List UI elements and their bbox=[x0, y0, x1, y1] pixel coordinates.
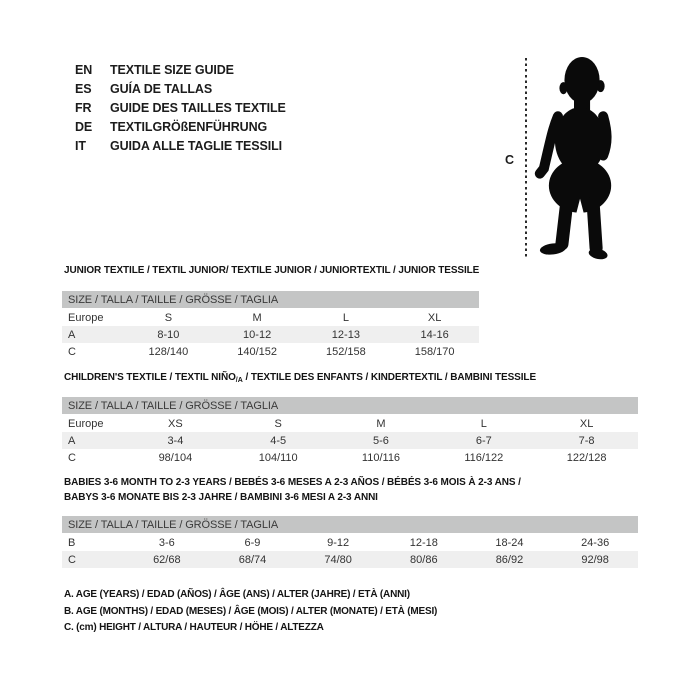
size-value-cell: XS bbox=[168, 417, 183, 430]
babies-title-line1: BABIES 3-6 MONTH TO 2-3 YEARS / BEBÉS 3-6 MESES A 2-3 AÑOS / BÉBÉS 3-6 MOIS À 2-3 ANS / bbox=[64, 477, 521, 488]
size-value-cell: 9-12 bbox=[327, 536, 350, 549]
table-row bbox=[62, 449, 638, 466]
language-item bbox=[75, 99, 286, 118]
size-value-cell: 5-6 bbox=[373, 434, 389, 447]
junior-table-title: JUNIOR TEXTILE / TEXTIL JUNIOR/ TEXTILE JUNIOR / JUNIORTEXTIL / JUNIOR TESSILE bbox=[64, 265, 480, 276]
row-label: C bbox=[68, 451, 76, 464]
language-label: GUIDE DES TAILLES TEXTILE bbox=[110, 101, 286, 115]
language-code: DE bbox=[75, 120, 93, 134]
size-value-cell: 10-12 bbox=[243, 328, 272, 341]
size-header-band: SIZE / TALLA / TAILLE / GRÖSSE / TAGLIA bbox=[62, 516, 638, 534]
language-item bbox=[75, 118, 286, 137]
size-value-cell: 3-4 bbox=[167, 434, 184, 447]
row-label: A bbox=[68, 328, 76, 341]
size-value-cell: 116/122 bbox=[464, 451, 504, 464]
language-label: GUÍA DE TALLAS bbox=[110, 82, 213, 96]
size-value-cell: M bbox=[376, 417, 386, 430]
size-value-cell: 74/80 bbox=[324, 553, 352, 566]
table-row bbox=[62, 432, 638, 449]
language-item bbox=[75, 80, 286, 99]
size-value-cell: 104/110 bbox=[258, 451, 298, 464]
children-title-suffix: / TEXTILE DES ENFANTS / KINDERTEXTIL / BAMBINI TESSILE bbox=[242, 372, 537, 383]
children-table-title bbox=[64, 372, 536, 384]
table-row bbox=[62, 343, 479, 360]
size-value-cell: 110/116 bbox=[361, 451, 401, 464]
babies-table-title bbox=[64, 475, 521, 505]
size-value-cell: 18-24 bbox=[495, 536, 524, 549]
row-label: C bbox=[68, 345, 76, 358]
size-value-cell: 98/104 bbox=[158, 451, 193, 464]
size-value-cell: 3-6 bbox=[158, 536, 175, 549]
language-list bbox=[75, 61, 286, 156]
size-value-cell: 68/74 bbox=[238, 553, 267, 566]
legend-line-age-years: A. AGE (YEARS) / EDAD (AÑOS) / ÂGE (ANS) / ALTER (JAHRE) / ETÀ (ANNI) bbox=[64, 589, 410, 600]
row-label: Europe bbox=[68, 417, 104, 430]
size-value-cell: M bbox=[252, 311, 262, 324]
children-size-table bbox=[62, 397, 638, 466]
size-value-cell: S bbox=[164, 311, 173, 324]
table-row bbox=[62, 326, 479, 343]
table-row bbox=[62, 551, 638, 568]
table-row bbox=[62, 415, 638, 433]
language-label: TEXTILE SIZE GUIDE bbox=[110, 63, 234, 77]
row-label: C bbox=[68, 553, 76, 566]
size-value-cell: 12-18 bbox=[409, 536, 438, 549]
table-header-row bbox=[62, 397, 638, 415]
row-label: A bbox=[68, 434, 76, 447]
language-code: FR bbox=[75, 101, 92, 115]
size-value-cell: L bbox=[342, 311, 349, 324]
size-value-cell: 92/98 bbox=[581, 553, 609, 566]
size-value-cell: 140/152 bbox=[237, 345, 277, 358]
size-value-cell: 4-5 bbox=[270, 434, 287, 447]
height-marker-label: C bbox=[505, 153, 515, 167]
row-label: Europe bbox=[68, 311, 104, 324]
size-value-cell: XL bbox=[579, 417, 594, 430]
size-value-cell: 158/170 bbox=[414, 345, 455, 358]
row-label: B bbox=[68, 536, 76, 549]
size-value-cell: S bbox=[274, 417, 282, 430]
table-header-row bbox=[62, 291, 479, 309]
size-value-cell: 12-13 bbox=[331, 328, 360, 341]
children-title-prefix: CHILDREN'S TEXTILE / TEXTIL NIÑO bbox=[64, 372, 236, 383]
babies-size-table bbox=[62, 516, 638, 568]
size-value-cell: 6-7 bbox=[475, 434, 492, 447]
measurement-legend bbox=[64, 587, 437, 637]
size-value-cell: 7-8 bbox=[578, 434, 595, 447]
size-value-cell: 6-9 bbox=[244, 536, 261, 549]
size-value-cell: 86/92 bbox=[495, 553, 524, 566]
size-value-cell: 62/68 bbox=[153, 553, 181, 566]
size-value-cell: 24-36 bbox=[581, 536, 610, 549]
size-value-cell: 8-10 bbox=[157, 328, 180, 341]
language-item bbox=[75, 61, 286, 80]
language-label: TEXTILGRÖßENFÜHRUNG bbox=[110, 120, 268, 134]
size-value-cell: 14-16 bbox=[420, 328, 449, 341]
size-value-cell: 152/158 bbox=[325, 345, 366, 358]
table-header-row bbox=[62, 516, 638, 534]
size-header-band: SIZE / TALLA / TAILLE / GRÖSSE / TAGLIA bbox=[62, 291, 479, 309]
height-measure-dashed-line bbox=[525, 58, 527, 259]
toddler-silhouette-icon bbox=[529, 54, 621, 260]
table-row bbox=[62, 534, 638, 552]
size-value-cell: 80/86 bbox=[410, 553, 438, 566]
junior-size-table bbox=[62, 291, 479, 360]
language-code: ES bbox=[75, 82, 92, 96]
size-header-band: SIZE / TALLA / TAILLE / GRÖSSE / TAGLIA bbox=[62, 397, 638, 415]
legend-line-age-months: B. AGE (MONTHS) / EDAD (MESES) / ÂGE (MOIS) / ALTER (MONATE) / ETÀ (MESI) bbox=[64, 605, 438, 617]
size-value-cell: L bbox=[480, 417, 487, 430]
language-code: EN bbox=[75, 63, 93, 77]
language-item bbox=[75, 137, 286, 156]
language-code: IT bbox=[75, 139, 86, 153]
language-label: GUIDA ALLE TAGLIE TESSILI bbox=[110, 139, 283, 153]
table-row bbox=[62, 309, 479, 327]
size-value-cell: XL bbox=[427, 311, 442, 324]
children-title-subscript: /A bbox=[235, 377, 243, 384]
legend-line-height-cm: C. (cm) HEIGHT / ALTURA / HAUTEUR / HÖHE / ALTEZZA bbox=[64, 622, 324, 633]
babies-title-line2: BABYS 3-6 MONATE BIS 2-3 JAHRE / BAMBINI 3-6 MESI A 2-3 ANNI bbox=[64, 492, 378, 503]
size-value-cell: 128/140 bbox=[148, 345, 189, 358]
size-value-cell: 122/128 bbox=[566, 451, 607, 464]
